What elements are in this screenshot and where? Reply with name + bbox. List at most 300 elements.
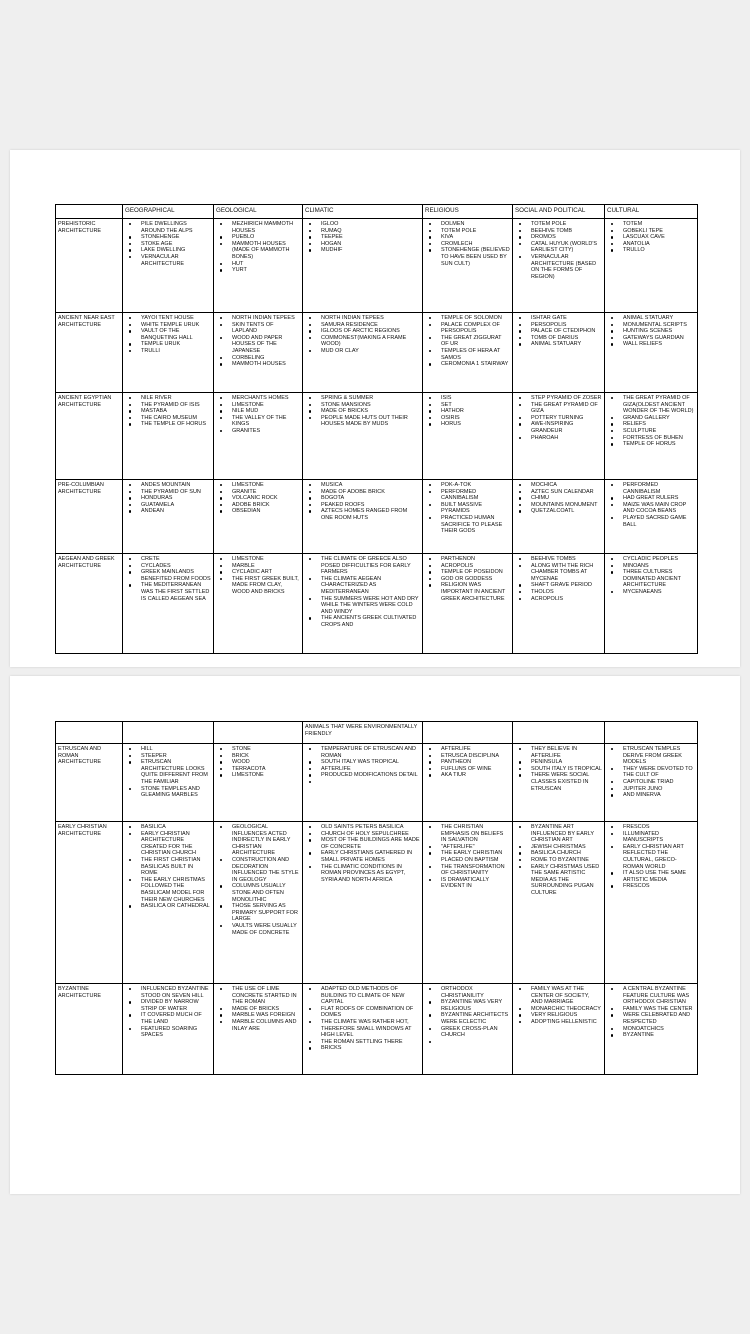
list-item: CYCLADES: [141, 563, 211, 570]
list-item: GRANITE: [232, 489, 300, 496]
list-item: HAD GREAT RULERS: [623, 495, 695, 502]
list-item: PHAROAH: [531, 435, 602, 442]
table-cell-climatic: [303, 480, 423, 554]
list-item: ETRUSCAN ARCHITECTURE LOOKS QUITE DIFFERENT FROM THE FAMILIAR: [141, 759, 211, 785]
list-item: PARTHENON: [441, 556, 510, 563]
list-item: VERY RELIGIOUS: [531, 1012, 602, 1019]
list-item: TRULLI: [141, 348, 211, 355]
list-item: THE MEDITERRANEAN WAS THE FIRST SETTLED IS CALLED AEGEAN SEA: [141, 582, 210, 602]
list-item: CEROMONIA 1 STAIRWAY: [441, 361, 509, 368]
table-cell-religious: [423, 554, 513, 654]
header-cell-geological: GEOLOGICAL: [214, 205, 303, 219]
list-item: "AFTERLIFE": [441, 844, 510, 851]
bullet-list: [305, 824, 420, 883]
bullet-list: [515, 221, 602, 280]
list-item: STONEHENGE: [141, 234, 211, 241]
list-item: STONEHENGE (BELIEVED TO HAVE BEEN USED BY SUN CULT): [441, 247, 510, 267]
list-item: TOMB OF DARIUS: [531, 335, 602, 342]
list-item: HONDURAS: [141, 495, 211, 502]
list-item: VOLCANIC ROCK: [232, 495, 300, 502]
list-item: THE FIRST CHRISTIAN BASILICAS BUILT IN ROME: [141, 857, 211, 877]
bullet-list: [425, 395, 510, 428]
table-cell-geological: [214, 313, 303, 393]
table-cell-geological: [214, 393, 303, 480]
list-item: POTTERY TURNING: [531, 415, 602, 422]
list-item: AWE-INSPIRING GRANDEUR: [531, 421, 602, 434]
table-cell-geological: [214, 480, 303, 554]
list-item: LIMESTONE: [232, 482, 300, 489]
list-item: THE GREAT PYRAMID OF GIZA: [531, 402, 602, 415]
table-cell-social-political: [513, 744, 605, 822]
list-item: HUT: [232, 261, 300, 268]
list-item: CRETE: [141, 556, 211, 563]
list-item: THEY WERE DEVOTED TO THE CULT OF: [623, 766, 695, 779]
table-row: [56, 554, 698, 654]
table-row: [56, 822, 698, 984]
list-item: MUSICA: [321, 482, 420, 489]
table-cell: [56, 722, 123, 744]
list-item: MONUMENTAL SCRIPTS: [623, 322, 695, 329]
list-item: ETRUSCAN TEMPLES DERIVE FROM GREEK MODELS: [623, 746, 695, 766]
list-item: MARBLE COLUMNS AND INLAY ARE: [232, 1019, 300, 1032]
list-item: MERCHANTS HOMES: [232, 395, 300, 402]
list-item: CONSTRUCTION AND DECORATION INFLUENCED THE STYLE IN GEOLOGY: [232, 856, 299, 883]
bullet-list: [305, 482, 420, 522]
list-item: PEOPLE MADE HUTS OUT THEIR HOUSES MADE BY MUDS: [321, 415, 420, 428]
list-item: FRESCOS: [623, 883, 695, 890]
list-item: SOUTH ITALY WAS TROPICAL: [321, 759, 420, 766]
header-cell-social-political: SOCIAL AND POLITICAL: [513, 205, 605, 219]
bullet-list: [515, 395, 602, 441]
list-item: MADE OF BRICKS: [321, 408, 420, 415]
list-item: THE CAIRO MUSEUM: [141, 415, 211, 422]
list-item: ADOBE BRICK: [232, 502, 300, 509]
list-item: GRAND GALLERY: [623, 415, 695, 422]
bullet-list: [216, 556, 300, 596]
bullet-list: [515, 556, 602, 602]
list-item: IGLOO: [321, 221, 420, 228]
list-item: IT COVERED MUCH OF THE LAND: [141, 1012, 211, 1025]
list-item: NORTH INDIAN TEPEES: [232, 315, 300, 322]
bullet-list: [607, 556, 695, 596]
list-item: TEMPLE OF SOLOMON: [441, 315, 510, 322]
list-item: COMMONEST(MAKING A FRAME WOOD): [321, 335, 420, 348]
bullet-list: [607, 746, 695, 799]
list-item: DOLMEN: [441, 221, 510, 228]
table-cell-geographical: [123, 480, 214, 554]
architecture-table-part-2: [55, 721, 698, 1075]
table-cell: [214, 722, 303, 744]
bullet-list: [216, 315, 300, 368]
list-item: THE SUMMERS WERE HOT AND DRY WHILE THE WINTERS WERE COLD AND WINDY: [321, 595, 419, 615]
list-item: BASILICA OR CATHEDRAL: [141, 903, 210, 910]
bullet-list: [425, 986, 510, 1045]
list-item: THREE CULTURES DOMINATED ANCIENT ARCHITECTURE: [623, 569, 695, 589]
table-cell-cultural: [605, 744, 698, 822]
list-item: HATHOR: [441, 408, 510, 415]
list-item: MARBLE WAS FOREIGN: [232, 1012, 300, 1019]
list-item: ACROPOLIS: [441, 563, 510, 570]
list-item: STEP PYRAMID OF ZOSER: [531, 395, 602, 401]
list-item: TOTEM POLE: [531, 221, 602, 228]
bullet-list: [425, 556, 510, 602]
list-item: TEMPERATURE OF ETRUSCAN AND ROMAN: [321, 746, 420, 759]
table-cell-climatic: [303, 744, 423, 822]
list-item: MINOANS: [623, 563, 695, 570]
table-cell-social-political: [513, 822, 605, 984]
bullet-list: [305, 556, 420, 629]
list-item: MAMMOTH HOUSES: [232, 361, 300, 368]
table-cell-cultural: [605, 984, 698, 1075]
list-item: EARLY CHRISTIANS GATHERED IN SMALL PRIVATE HOMES: [321, 850, 420, 863]
bullet-list: [515, 824, 602, 897]
list-item: FRESCOS: [623, 824, 695, 831]
bullet-list: [305, 746, 420, 786]
bullet-list: [425, 221, 510, 267]
list-item: PUEBLO: [232, 234, 300, 241]
list-item: PERFORMED CANNIBALISM: [623, 482, 695, 495]
list-item: BRICKS: [321, 1045, 420, 1052]
list-item: FAMILY WAS AT THE CENTER OF SOCIETY, AND MARRIAGE: [531, 986, 602, 1006]
list-item: MUDHIF: [321, 247, 420, 254]
table-cell: [423, 722, 513, 744]
list-item: BASILICA: [141, 824, 211, 831]
bullet-list: [216, 986, 300, 1032]
table-cell: [513, 722, 605, 744]
list-item: IT ALSO USE THE SAME ARTISTIC MEDIA: [623, 870, 695, 883]
header-cell-climatic: CLIMATIC: [303, 205, 423, 219]
bullet-list: [216, 395, 300, 435]
list-item: AZTECS HOMES RANGED FROM ONE ROOM HUTS: [321, 508, 420, 521]
list-item: IGLOOS OF ARCTIC REGIONS: [321, 328, 420, 335]
bullet-list: [216, 824, 300, 936]
document-page-1: [10, 150, 740, 667]
bullet-list: [305, 986, 420, 1052]
list-item: GUATAMELA: [141, 502, 211, 509]
list-item: THE CLIMATE AEGEAN CHARACTERIZED AS MEDITERRANEAN: [321, 576, 420, 596]
header-cell-empty: [56, 205, 123, 219]
list-item: THOLOS: [531, 589, 602, 596]
list-item: MAMMOTH HOUSES (MADE OF MAMMOTH BONES): [232, 241, 300, 261]
list-item: QUETZALCOATL: [531, 508, 602, 515]
list-item: MOCHICA: [531, 482, 602, 489]
list-item: ROME TO BYZANTINE: [531, 857, 602, 864]
table-cell-geographical: [123, 822, 214, 984]
list-item: STONE MANSIONS: [321, 402, 420, 409]
bullet-list: [125, 315, 211, 355]
list-item: OLD SAINTS PETERS BASILICA: [321, 824, 420, 831]
bullet-list: [125, 986, 211, 1039]
table-cell-cultural: [605, 480, 698, 554]
list-item: THOSE SERVING AS PRIMARY SUPPORT FOR LARGE: [232, 903, 300, 923]
list-item: NILE RIVER: [141, 395, 211, 402]
list-item: YURT: [232, 267, 300, 274]
table-cell-geological: [214, 744, 303, 822]
table-cell-social-political: [513, 480, 605, 554]
list-item: STOKE AGE: [141, 241, 211, 248]
list-item: GRANITES: [232, 428, 300, 435]
bullet-list: [515, 986, 602, 1026]
bullet-list: [607, 395, 695, 448]
bullet-list: [425, 746, 510, 779]
bullet-list: [607, 482, 695, 528]
table-cell-geographical: [123, 984, 214, 1075]
list-item: CHURCH OF HOLY SEPULCHREE: [321, 831, 420, 838]
table-row: [56, 744, 698, 822]
document-page-2: [10, 676, 740, 1194]
table-cell-cultural: [605, 822, 698, 984]
list-item: SKIN TENTS OF LAPLAND: [232, 322, 300, 335]
list-item: MOUNTAINS MONUMENT: [531, 502, 602, 509]
header-cell-cultural: CULTURAL: [605, 205, 698, 219]
list-item: MONOATCHICS: [623, 1026, 695, 1033]
list-item: MEZHIRICH MAMMOTH HOUSES: [232, 221, 300, 234]
bullet-list: [425, 315, 510, 368]
list-item: [441, 1039, 510, 1046]
list-item: THE CHRISTIAN EMPHASIS ON BELIEFS IN SALVATION: [441, 824, 510, 844]
list-item: THE TEMPLE OF HORUS: [141, 421, 211, 428]
table-cell-social-political: [513, 219, 605, 313]
list-item: THE GREAT ZIGGURAT OF UR: [441, 335, 510, 348]
list-item: FORTRESS OF BUHEN: [623, 435, 695, 442]
list-item: VAULTS WERE USUALLY MADE OF CONCRETE: [232, 923, 300, 936]
list-item: PRODUCED MODIFICATIONS DETAIL: [321, 772, 420, 779]
list-item: LIMESTONE: [232, 402, 300, 409]
list-item: THE USE OF LIME CONCRETE STARTED IN THE ROMAN: [232, 986, 300, 1006]
list-item: PALACE OF CTEDIPHON: [531, 328, 602, 335]
bullet-list: [125, 395, 211, 428]
row-heading: EARLY CHRISTIAN ARCHITECTURE: [56, 822, 123, 984]
list-item: THE PYRAMID OF SUN: [141, 489, 211, 496]
list-item: ISIS: [441, 395, 510, 402]
list-item: FEATURED SOARING SPACES: [141, 1026, 211, 1039]
list-item: TEMPLE OF POSEIDON: [441, 569, 510, 576]
list-item: CORBELING: [232, 355, 300, 362]
list-item: GOBEKLI TEPE: [623, 228, 695, 235]
table-cell-climatic: [303, 313, 423, 393]
list-item: COLUMNS USUALLY STONE AND OFTEN MONOLITHIC: [232, 883, 300, 903]
list-item: LASCUAX CAVE: [623, 234, 695, 241]
list-item: THE CLIMATIC CONDITIONS IN ROMAN PROVINCES AS EGYPT, SYRIA AND NORTH AFRICA: [321, 864, 420, 884]
list-item: EARLY CHRISTMAS USED THE SAME ARTISTIC MEDIA AS THE SURROUNDING PUGAN CULTURE: [531, 864, 602, 897]
list-item: YAYOI TENT HOUSE: [141, 315, 211, 322]
bullet-list: [515, 746, 602, 792]
list-item: OSIRIS: [441, 415, 510, 422]
list-item: BYZANTINE ARCHITECTS WERE ECLECTIC: [441, 1012, 509, 1025]
list-item: SCULPTURE: [623, 428, 695, 435]
list-item: HORUS: [441, 421, 510, 428]
list-item: ADOPTING HELLENISTIC: [531, 1019, 602, 1026]
architecture-table-part-1: [55, 204, 698, 654]
table-cell-geographical: [123, 313, 214, 393]
table-cell-religious: [423, 219, 513, 313]
table-cell-geographical: [123, 393, 214, 480]
list-item: [321, 779, 420, 786]
list-item: FUFLUNS OF WINE: [441, 766, 510, 773]
list-item: AFTERLIFE: [321, 766, 420, 773]
list-item: BYZANTINE ART INFLUENCED BY EARLY CHRISTIAN ART: [531, 824, 602, 844]
list-item: ALONG WITH THE RICH CHAMBER TOMBS AT MYCENAE: [531, 563, 602, 583]
list-item: PERFORMED CANNIBALISM: [441, 489, 510, 502]
list-item: THE ROMAN SETTLING THERE: [321, 1039, 420, 1046]
header-cell-geographical: GEOGRAPHICAL: [123, 205, 214, 219]
list-item: RUMAQ: [321, 228, 420, 235]
table-row: [56, 984, 698, 1075]
list-item: THE EARLY CHRISTMAS FOLLOWED THE BASILICAM MODEL FOR THEIR NEW CHURCHES: [141, 877, 211, 903]
list-item: EARLY CHRISTIAN ART REFLECTED THE CULTURAL, GRECO-ROMAN WORLD: [623, 844, 695, 870]
bullet-list: [125, 482, 211, 515]
list-item: TERRACOTA: [232, 766, 300, 773]
list-item: PRACTICED HUMAN SACRIFICE TO PLEASE THEIR GODS: [441, 515, 510, 535]
list-item: PEAKED ROOFS: [321, 502, 420, 509]
list-item: ISHTAR GATE: [531, 315, 602, 322]
list-item: STEEPER: [141, 753, 211, 760]
list-item: TRULLO: [623, 247, 695, 254]
list-item: MADE OF BRICKS: [232, 1006, 300, 1013]
bullet-list: [607, 986, 695, 1039]
list-item: A CENTRAL BYZANTINE FEATURE CULTURE WAS ORTHODOX CHRISTIAN: [623, 986, 695, 1006]
list-item: THE CLIMATE WAS RATHER HOT, THEREFORE SMALL WINDOWS AT HIGH LEVEL: [321, 1019, 420, 1039]
table-cell-religious: [423, 393, 513, 480]
bullet-list: [515, 482, 602, 515]
list-item: HILL: [141, 746, 211, 753]
bullet-list: [607, 221, 695, 254]
bullet-list: [216, 221, 300, 274]
bullet-list: [125, 746, 211, 799]
list-item: HUNTING SCENES: [623, 328, 695, 335]
table-cell-climatic: [303, 219, 423, 313]
table-row: [56, 219, 698, 313]
list-item: LAKE DWELLING: [141, 247, 211, 254]
list-item: GREEK CROSS-PLAN CHURCH: [441, 1026, 510, 1039]
list-item: AZTEC SUN CALENDAR: [531, 489, 602, 496]
list-item: OBSEDIAN: [232, 508, 300, 515]
list-item: DIVIDED BY NARROW STRIP OF WATER: [141, 999, 211, 1012]
list-item: THE FIRST GREEK BUILT, MADE FROM CLAY, WOOD AND BRICKS: [232, 575, 299, 595]
list-item: BEEHIVE TOMB: [531, 228, 602, 235]
list-item: PERSOPOLIS: [531, 322, 602, 329]
bullet-list: [305, 315, 420, 355]
list-item: CROMLECH: [441, 241, 510, 248]
list-item: HOGAN: [321, 241, 420, 248]
list-item: MUD OR CLAY: [321, 348, 420, 355]
list-item: CHIMU: [531, 495, 602, 502]
list-item: THE CLIMATE OF GREECE ALSO POSED DIFFICULTIES FOR EARLY FARMERS: [321, 556, 420, 576]
list-item: STONE: [232, 746, 300, 753]
list-item: GREEK MAINLANDS BENEFITED FROM FOODS: [141, 569, 211, 582]
list-item: THE TRANSFORMATION OF CHRISTIANITY: [441, 864, 510, 877]
list-item: MAIZE WAS MAIN CROP AND COCOA BEANS: [623, 502, 695, 515]
table-cell-geographical: [123, 219, 214, 313]
list-item: POK-A-TOK: [441, 482, 510, 489]
list-item: FAMILY WAS THE CENTER: [623, 1006, 695, 1013]
list-item: VAULT OF THE BANQUETING HALL: [141, 328, 211, 341]
list-item: ANATOLIA: [623, 241, 695, 248]
list-item: THE GREAT PYRAMID OF GIZA(OLDEST ANCIENT WONDER OF THE WORLD): [623, 395, 694, 415]
list-item: PILE DWELLINGS AROUND THE ALPS: [141, 221, 211, 234]
table-cell-geological: [214, 219, 303, 313]
list-item: GEOLOGICAL INFLUENCES ACTED INDIRECTLY IN EARLY CHRISTIAN ARCHITECTURE: [232, 824, 300, 857]
table-cell-cultural: [605, 554, 698, 654]
list-item: STONE TEMPLES AND GLEAMING MARBLES: [141, 786, 211, 799]
list-item: MARBLE: [232, 563, 300, 570]
list-item: WALL RELIEFS: [623, 341, 695, 348]
list-item: INFLUENCED BYZANTINE STOOD ON SEVEN HILL: [141, 986, 211, 999]
list-item: THERE WERE SOCIAL CLASSES EXISTED IN ETRUSCAN: [531, 772, 602, 792]
list-item: BUILT MASSIVE PYRAMIDS: [441, 502, 510, 515]
list-item: ANIMAL STATUARY: [623, 315, 695, 322]
bullet-list: [125, 221, 211, 267]
list-item: SOUTH ITALY IS TROPICAL: [531, 765, 602, 772]
list-item: LIMESTONE: [232, 556, 300, 563]
list-item: PANTHEON: [441, 759, 510, 766]
list-item: JUPITER JUNO: [623, 786, 695, 793]
row-heading: ANCIENT EGYPTIAN ARCHITECTURE: [56, 393, 123, 480]
list-item: WHITE TEMPLE URUK: [141, 322, 211, 329]
bullet-list: [425, 482, 510, 535]
list-item: TEMPLE URUK: [141, 341, 211, 348]
header-row: [56, 205, 698, 219]
header-cell-religious: RELIGIOUS: [423, 205, 513, 219]
list-item: TOTEM POLE: [441, 228, 510, 235]
list-item: ETRUSCA DISCIPLINA: [441, 753, 510, 760]
list-item: DROMOS: [531, 234, 602, 241]
list-item: WERE CELEBRATED AND RESPECTED: [623, 1012, 695, 1025]
list-item: TEMPLE OF HORUS: [623, 441, 695, 448]
list-item: THEY BELIEVE IN AFTERLIFE: [531, 746, 602, 759]
list-item: WOOD: [232, 759, 300, 766]
table-cell: [123, 722, 214, 744]
table-cell-social-political: [513, 984, 605, 1075]
table-cell-continued-climatic: ANIMALS THAT WERE ENVIRONMENTALLY FRIENDLY: [303, 722, 423, 744]
table-cell-climatic: [303, 393, 423, 480]
list-item: THE ANCIENTS GREEK CULTIVATED CROPS AND: [321, 615, 420, 628]
list-item: EARLY CHRISTIAN ARCHITECTURE CREATED FOR THE CHRISTIAN CHURCH: [141, 831, 211, 857]
table-cell-climatic: [303, 554, 423, 654]
table-cell-geographical: [123, 744, 214, 822]
list-item: BRICK: [232, 753, 300, 760]
list-item: MONARCHIC THEOCRACY: [531, 1005, 601, 1012]
table-cell-cultural: [605, 313, 698, 393]
row-heading: PREHISTORIC ARCHITECTURE: [56, 219, 123, 313]
table-cell-geological: [214, 984, 303, 1075]
list-item: ANDEAN: [141, 508, 211, 515]
list-item: KIVA: [441, 234, 510, 241]
bullet-list: [305, 395, 420, 428]
table-cell-religious: [423, 822, 513, 984]
list-item: BYZANTINE WAS VERY RELIGIOUS: [441, 999, 510, 1012]
table-cell-geological: [214, 822, 303, 984]
list-item: CAPITOLINE TRIAD: [623, 779, 695, 786]
row-heading: ETRUSCAN AND ROMAN ARCHITECTURE: [56, 744, 123, 822]
table-cell-climatic: [303, 822, 423, 984]
list-item: MADE OF ADOBE BRICK: [321, 489, 420, 496]
list-item: LIMESTONE: [232, 772, 300, 779]
list-item: IS DRAMATICALLY EVIDENT IN: [441, 877, 510, 890]
list-item: VERNACULAR ARCHITECTURE (BASED ON THE FORMS OF REGION): [531, 254, 602, 280]
row-heading: ANCIENT NEAR EAST ARCHITECTURE: [56, 313, 123, 393]
list-item: PALACE COMPLEX OF PERSOPOLIS: [441, 322, 510, 335]
list-item: ILLUMINATED MANUSCRIPTS: [623, 831, 695, 844]
bullet-list: [607, 824, 695, 890]
table-cell-cultural: [605, 393, 698, 480]
list-item: SAMURA RESIDENCE: [321, 322, 420, 329]
table-cell: [605, 722, 698, 744]
bullet-list: [216, 746, 300, 779]
list-item: ACROPOLIS: [531, 596, 602, 603]
list-item: SHAFT GRAVE PERIOD: [531, 582, 602, 589]
list-item: AND MINERVA: [623, 792, 695, 799]
